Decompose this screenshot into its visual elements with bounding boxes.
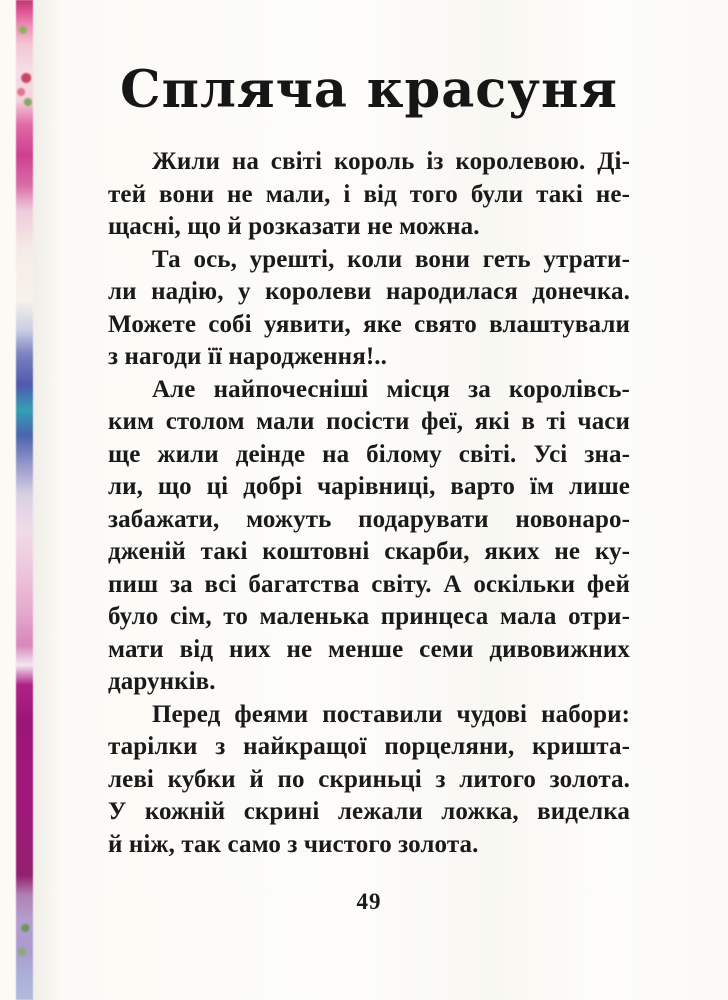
page-number: 49 xyxy=(356,889,382,914)
story-line: щасні, що й розказати не можна. xyxy=(108,213,480,240)
story-title: Спляча красуня xyxy=(120,60,618,121)
story-line: дарунків. xyxy=(108,668,216,695)
story-line: ким столом мали посісти феї, які в ті часи xyxy=(108,408,630,435)
story-line: мати від них не менше семи дивовижних xyxy=(108,635,630,663)
story-line: ли, що ці добрі чарівниці, варто їм лише xyxy=(108,473,630,500)
story-line: Можете собі уявити, яке свято влаштували xyxy=(108,310,630,338)
page-edge-art xyxy=(16,0,33,1000)
story-line: Та ось, урешті, коли вони геть утрати- xyxy=(152,245,630,273)
story-line: тарілки з найкращої порцеляни, кришта- xyxy=(108,733,630,760)
story-line: й ніж, так само з чистого золота. xyxy=(108,830,479,858)
story-line: дженій такі коштовні скарби, яких не ку- xyxy=(108,538,630,565)
story-line: ли надію, у королеви народилася донечка. xyxy=(108,278,630,305)
story-line: було сім, то маленька принцеса мала отри- xyxy=(108,603,630,630)
page-edge-shadow xyxy=(33,0,63,1000)
story-line: пиш за всі багатства світу. А оскільки фей xyxy=(108,570,630,598)
story-line: Але найпочесніші місця за королівсь- xyxy=(152,375,630,403)
story-line: ще жили деінде на білому світі. Усі зна- xyxy=(108,440,630,468)
story-line: Перед феями поставили чудові набори: xyxy=(152,700,630,728)
story-line: У кожній скрині лежали ложка, виделка xyxy=(108,798,630,825)
story-line: забажати, можуть подарувати новонаро- xyxy=(108,505,630,533)
story-line: Жили на світі король із королевою. Ді- xyxy=(152,148,630,175)
story-text xyxy=(108,146,630,861)
story-line: леві кубки й по скриньці з литого золота. xyxy=(108,765,630,793)
story-line: тей вони не мали, і від того були такі не- xyxy=(108,180,630,208)
story-line: з нагоди її народження!.. xyxy=(108,343,387,370)
